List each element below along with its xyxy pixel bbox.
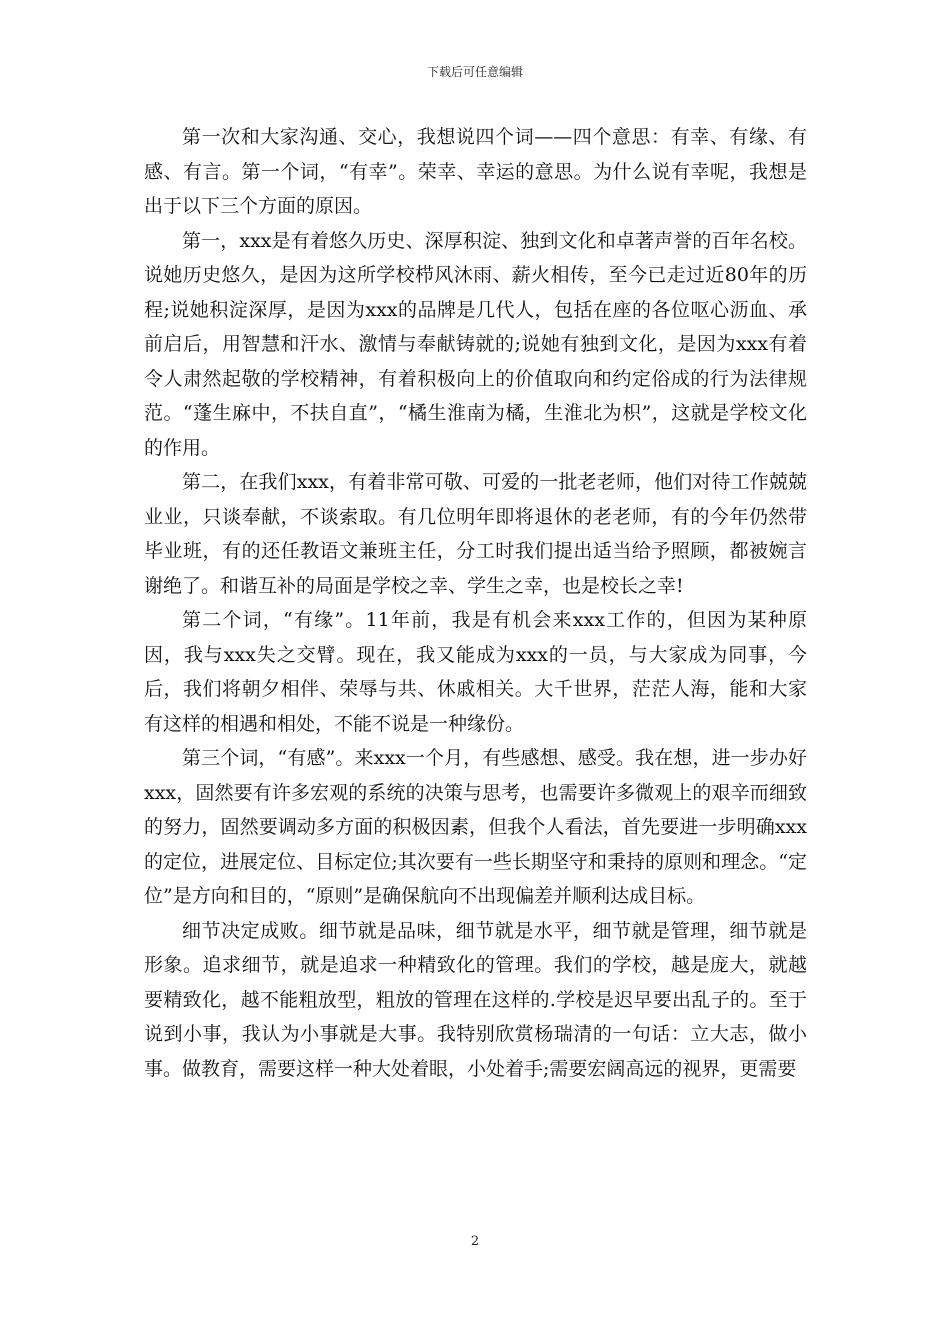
- page-number: [0, 1233, 950, 1251]
- page-number-text: 2: [470, 1234, 480, 1249]
- paragraph: 细节决定成败。细节就是品味，细节就是水平，细节就是管理，细节就是形象。追求细节，就是追求一种精致化的管理。我们的学校，越是庞大，就越要精致化，越不能粗放型，粗放的管理在这样的.学校是迟早要出乱子的。至于说到小事，我认为小事就是大事。我特别欣赏杨瑞清的一句话：立大志，做小事。做教育，需要这样一种大处着眼，小处着手;需要宏阔高远的视界，更需要: [144, 919, 807, 1080]
- header-text: 下载后可任意编辑: [426, 65, 523, 79]
- paragraph: 第三个词，“有感”。来xxx一个月，有些感想、感受。我在想，进一步办好xxx，固然要有许多宏观的系统的决策与思考，也需要许多微观上的艰辛而细致的努力，固然要调动多方面的积极因素，但我个人看法，首先要进一步明确xxx的定位，进展定位、目标定位;其次要有一些长期坚守和秉持的原则和理念。“定位”是方向和目的，“原则”是确保航向不出现偏差并顺利达成目标。: [144, 747, 807, 907]
- paragraph: 第一次和大家沟通、交心，我想说四个词——四个意思：有幸、有缘、有感、有言。第一个词，“有幸”。荣幸、幸运的意思。为什么说有幸呢，我想是出于以下三个方面的原因。: [144, 126, 807, 217]
- paragraph: 第二，在我们xxx，有着非常可敬、可爱的一批老老师，他们对待工作兢兢业业，只谈奉献，不谈索取。有几位明年即将退休的老老师，有的今年仍然带毕业班，有的还任教语文兼班主任，分工时我们提出适当给予照顾，都被婉言谢绝了。和谐互补的局面是学校之幸、学生之幸，也是校长之幸!: [144, 471, 807, 597]
- document-body: [144, 120, 807, 1086]
- paragraph: 第一，xxx是有着悠久历史、深厚积淀、独到文化和卓著声誉的百年名校。说她历史悠久，是因为这所学校栉风沐雨、薪火相传，至今已走过近80年的历程;说她积淀深厚，是因为xxx的品牌是几代人，包括在座的各位呕心沥血、承前启后，用智慧和汗水、激情与奉献铸就的;说她有独到文化，是因为xxx有着令人肃然起敬的学校精神，有着积极向上的价值取向和约定俗成的行为法律规范。“蓬生麻中，不扶自直”，“橘生淮南为橘，生淮北为枳”，这就是学校文化的作用。: [144, 229, 807, 459]
- paragraph: 第二个词，“有缘”。11年前，我是有机会来xxx工作的，但因为某种原因，我与xxx失之交臂。现在，我又能成为xxx的一员，与大家成为同事，今后，我们将朝夕相伴、荣辱与共、休戚相关。大千世界，茫茫人海，能和大家有这样的相遇和相处，不能不说是一种缘份。: [144, 609, 807, 735]
- page-header: [0, 64, 950, 80]
